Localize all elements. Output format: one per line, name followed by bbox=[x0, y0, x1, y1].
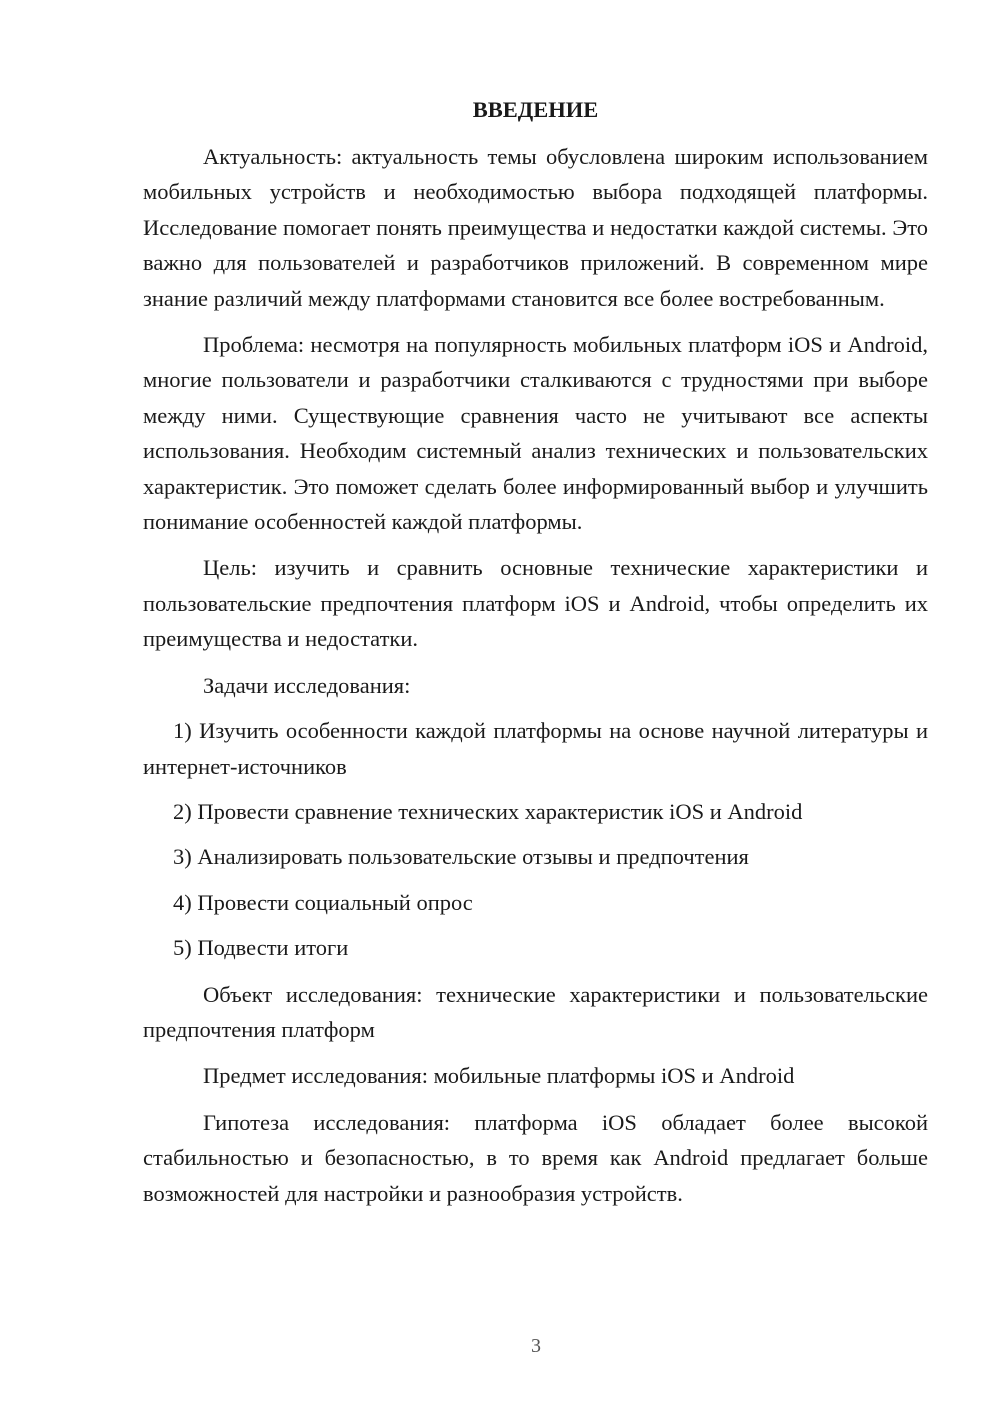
list-item: 5) Подвести итоги bbox=[173, 935, 349, 961]
document-page bbox=[143, 92, 928, 1211]
list-item: 1) Изучить особенности каждой платформы на основе научной литературы и интернет-источников bbox=[143, 718, 928, 779]
paragraph-object: Объект исследования: технические характеристики и пользовательские предпочтения платформ bbox=[143, 981, 928, 1042]
list-item: 2) Провести сравнение технических характеристик iOS и Android bbox=[173, 798, 803, 824]
paragraph-goal: Цель: изучить и сравнить основные технические характеристики и пользовательские предпочтения платформ iOS и Android, чтобы определить их преимущества и недостатки. bbox=[143, 555, 928, 652]
page-title: ВВЕДЕНИЕ bbox=[472, 97, 599, 122]
paragraph-subject: Предмет исследования: мобильные платформы iOS и Android bbox=[203, 1063, 795, 1089]
tasks-heading: Задачи исследования: bbox=[203, 672, 411, 698]
paragraph-hypothesis: Гипотеза исследования: платформа iOS обладает более высокой стабильностью и безопасностью, в то время как Android предлагает больше возможностей для настройки и разнообразия устройств. bbox=[143, 1109, 928, 1206]
page-number: 3 bbox=[531, 1335, 541, 1357]
tasks-list bbox=[143, 713, 928, 965]
paragraph-relevance: Актуальность: актуальность темы обусловлена широким использованием мобильных устройств и необходимостью выбора подходящей платформы. Исследование помогает понять преимущества и недостатки каждой системы. Это важно для пользователей и разработчиков приложений. В современном мире знание различий между платформами становится все более востребованным. bbox=[143, 144, 928, 311]
list-item: 3) Анализировать пользовательские отзывы и предпочтения bbox=[173, 844, 749, 870]
paragraph-problem: Проблема: несмотря на популярность мобильных платформ iOS и Android, многие пользователи и разработчики сталкиваются с трудностями при выборе между ними. Существующие сравнения часто не учитывают все аспекты использования. Необходим системный анализ технических и пользовательских характеристик. Это поможет сделать более информированный выбор и улучшить понимание особенностей каждой платформы. bbox=[143, 332, 928, 535]
list-item: 4) Провести социальный опрос bbox=[173, 889, 473, 915]
